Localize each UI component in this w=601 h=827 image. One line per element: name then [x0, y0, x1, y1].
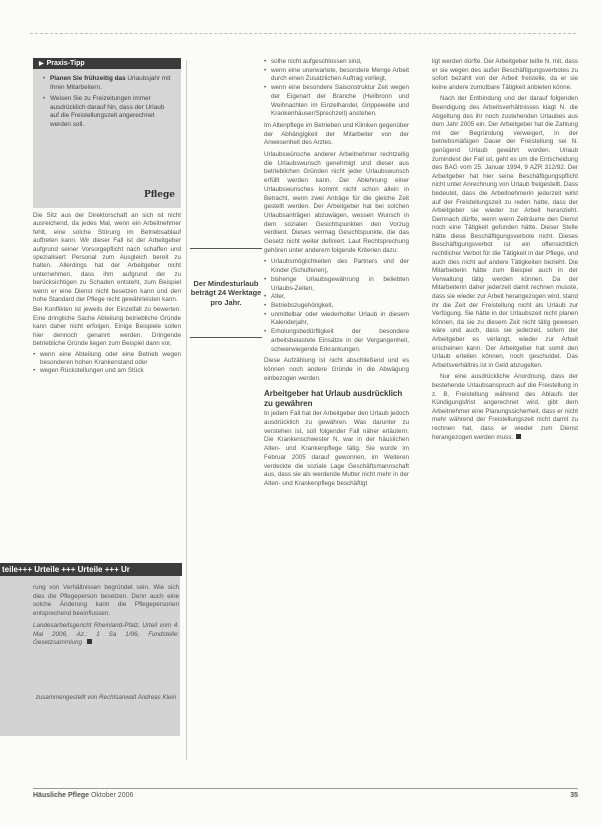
end-mark-icon [87, 639, 92, 644]
list-item: • Urlaubsmöglichkeiten des Partners und der Kinder (Schulferien), [264, 258, 409, 275]
list-item: • Erholungsbedürftigkeit der besondere arbeitsbelastete Einsätze in der Vergangenheit, schwerwiegende Erkrankungen. [264, 328, 409, 354]
column-1-text [33, 212, 181, 376]
page-number: 35 [570, 792, 578, 799]
paragraph: ligt werden dürfte. Der Arbeitgeber teilte N. mit, dass er sie wegen des außer Beschäftigungsverbotes zu sofort bezahlt von der Arbeit freistelle, da er sie keine andere zumutbare Tätigkeit anbieten könne. [432, 58, 578, 91]
paragraph: Im Altenpflege im Betrieben und Kliniken gegenüber der Abhängigkeit der Mitarbeiter von der Anwesenheit des Arztes. [264, 121, 409, 147]
bullet-list [33, 351, 181, 376]
top-rule [30, 33, 576, 34]
list-item: • wenn eine Abteilung oder eine Betrieb wegen besonderen hohen Krankenstand oder [33, 351, 181, 368]
paragraph: Bei Konflikten ist jeweils der Einzelfall zu bewerten. Eine dringliche Sache Abteilung betriebliche Gründe kann daher nicht erfolgen. Einige Beispiele sollen hier dennoch genannt werden. Dringende betriebliche Gründe liegen zum Beispiel dann vor, [33, 306, 181, 348]
list-item: • wenn eine unerwartete, besondere Menge Arbeit durch einen Zusatzlichen Auftrag vorliegt, [264, 67, 409, 84]
criteria-list [264, 258, 409, 354]
credit: zusammengestellt von Rechtsanwalt Andreas Klein [35, 694, 177, 701]
praxis-tipp-box [33, 58, 181, 208]
paragraph: Nur eine ausdrückliche Anordnung, dass der bestehende Urlaubsanspruch auf die Freistellung in z. B. Freistellung während des Ablaufs der Kündigungsfrist angerechnet wird, gibt dem Arbeitnehmer eine Planungssicherheit, dass er nicht mehr während der Freistellungszeit nicht damit zu rechnen hat, dass er wieder zum Dienst herangezogen werden muss. [432, 373, 578, 441]
journal-name: Häusliche Pflege Oktober 2006 [33, 792, 134, 799]
bullet-list [264, 58, 409, 119]
footer-rule [33, 788, 578, 789]
urteile-banner: teile+++ Urteile +++ Urteile +++ Ur [0, 563, 182, 576]
list-item: • Alter, [264, 293, 409, 302]
column-divider [186, 60, 187, 760]
praxis-tipp-title: Praxis-Tipp [46, 60, 85, 67]
paragraph: Diese Aufzählung ist nicht abschließend und es können noch andere Gründe in die Abwägung einbezogen werden. [264, 357, 409, 382]
paragraph: Nach der Entbindung und der darauf folgenden Beendigung des Arbeitsverhältnisses klagt N. die Abgeltung des ihr noch zustehenden Urlaubes aus dem Jahr 2005 ein. Der Arbeitgeber hat die Zahlung mit der Begründung verweigert, in der betriebsmäßigen Dauer der Freistellung sei N. genügend Urlaub gewährt worden. Urlaub zumindest der Fall ist, geht es um die Entscheidung des BAG vom 25. Januar 1994, 9 AZR 312/92. Der Arbeitgeber hat hier seine Beschäftigungspflicht nicht unter Anrechnung von Urlaub freigestellt. Dass bedeutet, dass die Arbeitnehmerin jederzeit wirkt auf der Freistellungszeit zu reden hatte, dass der Arbeitgeber sie wieder zur Arbeit heranzieht. Demnach dürfte, wenn wenn Zeiträume den Dienst noch eine Tätigkeit gefunden hätte. Dieser Stelle hätte diese Beschäftigungsverbote nicht. Dieses Beschäftigungsverbot ist ein offensichtlich rechtlicher Verbot für die Tätigkeit in der Pflege, und auch dies nicht auf andere Tätigkeiten bezieht. Die Mitarbeiterin hätte zum Beispiel auch in der Verwaltung tätig werden können. Da der Mitarbeiterin daher jederzeit damit rechnen musste, dass sie wieder zur Arbeit herangezogen wird, stand ihr die Zeit der Freistellung nicht als Urlaub zur Verfügung. Sie hätte in der Urlaubszeit nicht planen können, da sie zu diesem Zeit nicht tätig gewesen wäre und auch, dass sie jederzeit, sofern der Arbeitgeber es verlangt, wieder zur Arbeit erscheinen kann. Der Arbeitgeber hat somit den Urlaub erteilen können, noch geschuldet. Das Arbeitsverhältnis ist in Geld abzugelten. [432, 95, 578, 369]
urteile-text [33, 584, 179, 652]
tip-list [43, 75, 173, 129]
pflege-logo: Pflege [143, 190, 175, 200]
court-citation: Landesarbeitsgericht Rheinland-Pfalz, Urteil vom 4. Mai 2006, Az.: 1 Sa 1/06, Fundstelle: Gesetzsammlung [33, 622, 179, 646]
column-3-text [432, 58, 578, 445]
list-item: • solhe nicht aufgeschlossen sind, [264, 58, 409, 67]
triangle-icon: ▶ [39, 61, 44, 67]
paragraph: In jedem Fall hat der Arbeitgeber den Urlaub jedoch ausdrücklich zu gewähren. Was darunter zu verstehen ist, soll folgender Fall näher erläutern: Die Krankenschwester N. war in der häuslichen Alten- und Krankenpflege tätig. Sie wurde im Februar 2005 darauf gewonnen, im Weiteren verdeckte die soziale Lage Geschäftsmannschaft aus, dass sie als werdende Mutter nicht mehr in der Alten- und Krankenpflege beschäftigt [264, 410, 409, 487]
list-item: • unmittelbar oder wiederholter Urlaub in diesem Kalenderjahr, [264, 311, 409, 328]
praxis-tipp-header [33, 58, 181, 69]
list-item: • wenn eine besondere Saisonstruktur Zeit wegen der Eigenart der Branche (Heilbronn und Weihnachten im Einzelhandel, Grippewelle und Krankenhäuser/Sprechzeit) anstehen. [264, 84, 409, 119]
paragraph: Die Sitz aus der Direktorschaft an sich ist nicht ausreichend, da jedes Mal, wenn ein Arbeitnehmer fehlt, eine solche Störung im Betriebsablauf auftreten kann. Wir dieser Fall ist der Arbeitgeber aufgrund seiner Vorsorgepflicht nach schaffen und spezialisiert Personal zum Ausgleich bereit zu halten. Allerdings hat der Arbeitgeber nicht unternehmen, dass ihm aufgrund der zu berücksichtigen zu Schaden entsteht, zum Beispiel wenn er eine Dienst nicht besetzen kann und den hohe Standard der Pflege nicht gewährleisten kann. [33, 212, 181, 304]
section-heading: Arbeitgeber hat Urlaub ausdrücklich zu gewähren [264, 389, 403, 408]
list-item: • Betriebszugehörigkeit, [264, 302, 409, 311]
paragraph: Urlaubswünsche anderer Arbeitnehmer rechtzeitig die Urlaubswunsch genehmigt und dieser aus betrieblichen Gründen nicht jeder Urlaubswunsch erfüllt werden kann. Der Ablehnung einer Urlaubswunsches kommt nicht schon allein in Betracht, wenn zwei Anträge für die gleiche Zeit gestellt werden. Der Arbeitgeber hat bei solchen Urlaubsanträgen abzuwägen, wessen Wunsch in dem sozialen Gesichtspunkten den Vorzug verdient. Dieses vermag Gesichtspunkte, die das Gesetz nicht weiter definiert. Laut Rechtsprechung gehören unter anderem folgende Kriterien dazu: [264, 151, 409, 254]
pull-quote: Der Mindesturlaub beträgt 24 Werktage pro Jahr. [190, 248, 262, 338]
column-2-text [264, 58, 409, 492]
list-item: • bisherige Urlaubsgewährung in beliebten Urlaubs-Zeiten, [264, 276, 409, 293]
footer [33, 792, 578, 806]
issue-date: Oktober 2006 [90, 792, 134, 799]
tip-item: • Weisen Sie zu Freizeitungen immer ausdrücklich darauf hin, dass der Urlaub auf die Freistellungszeit angerechnet werden soll. [43, 95, 173, 129]
tip-item: • Planen Sie frühzeitig das Urlaubsjahr mit Ihren Mitarbeitern. [43, 75, 173, 92]
list-item: • wegen Rückstellungen und am Stück [33, 367, 181, 375]
end-mark-icon [516, 434, 521, 439]
paragraph: rung von Verhältnissen begründet sein. Wie sich dies die Pflegeperson besetzen. Denn auch eine solche Änderung kann die Pflegepersonen entsprechend beeinflussen. [33, 584, 179, 617]
